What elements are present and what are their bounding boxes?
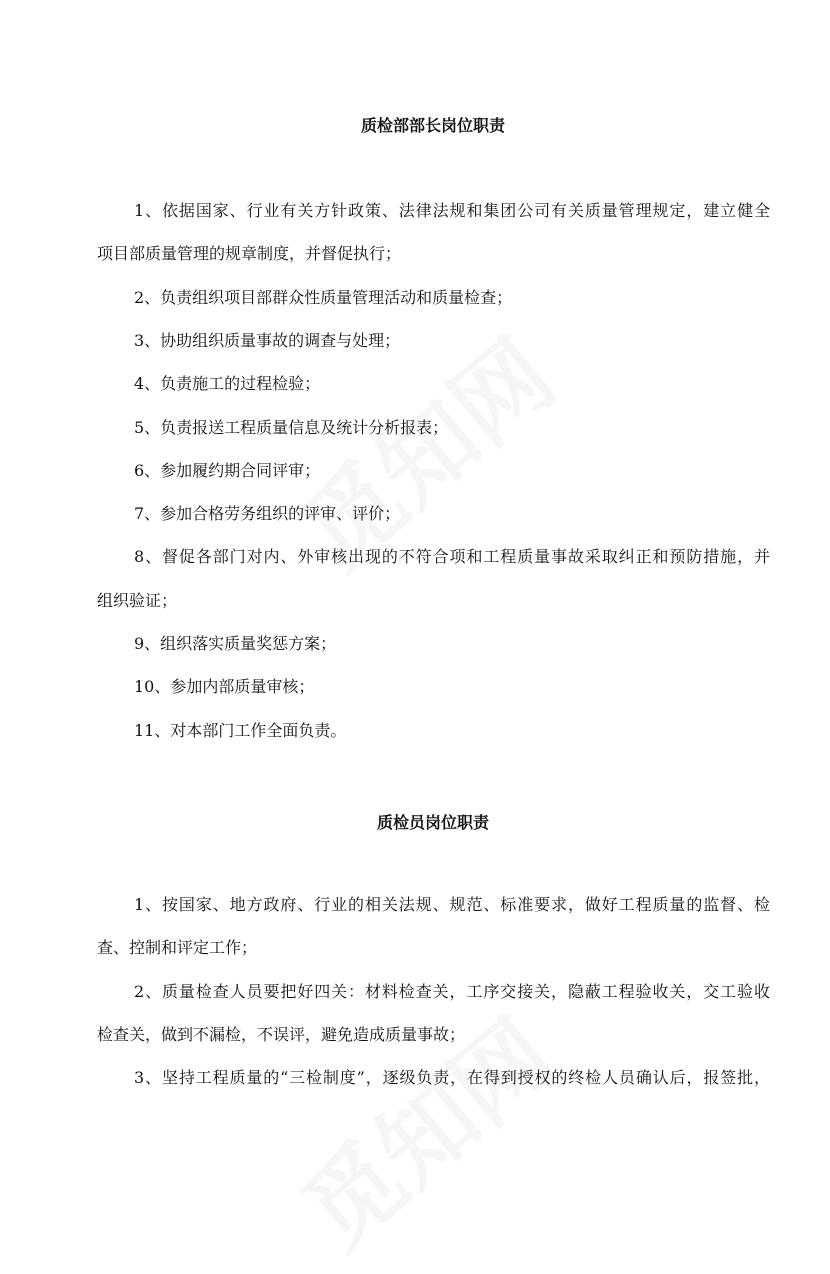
duty-item-line: 3、协助组织质量事故的调查与处理；: [134, 330, 401, 350]
duty-item-line: 4、负责施工的过程检验；: [134, 374, 321, 394]
section-title: 质检部部长岗位职责: [360, 116, 505, 135]
duty-item-line: 5、负责报送工程质量信息及统计分析报表；: [134, 417, 449, 437]
duty-item-line: 10、参加内部质量审核；: [134, 677, 315, 697]
duty-item-line: 11、对本部门工作全面负责。: [134, 720, 347, 740]
duty-item-line: 查、控制和评定工作；: [97, 938, 258, 958]
duty-item-line: 组织验证；: [97, 590, 178, 610]
duty-item-line: 9、组织落实质量奖惩方案；: [134, 634, 337, 653]
duty-item-line: 1、按国家、地方政府、行业的相关法规、规范、标准要求，做好工程质量的监督、检: [134, 895, 770, 914]
duty-item-line: 6、参加履约期合同评审；: [134, 460, 321, 480]
duty-item-line: 项目部质量管理的规章制度，并督促执行；: [97, 244, 402, 264]
duty-item-line: 检查关，做到不漏检，不误评，避免造成质量事故；: [97, 1024, 466, 1044]
duty-item-line: 2、质量检查人员要把好四关：材料检查关，工序交接关，隐蔽工程验收关，交工验收: [134, 981, 770, 1001]
duty-item-line: 2、负责组织项目部群众性质量管理活动和质量检查；: [134, 287, 513, 307]
section-title: 质检员岗位职责: [376, 813, 489, 832]
duty-item-line: 3、坚持工程质量的“三检制度”，逐级负责，在得到授权的终检人员确认后，报签批，: [134, 1068, 770, 1088]
duty-item-line: 7、参加合格劳务组织的评审、评价；: [134, 504, 401, 524]
duty-item-line: 1、依据国家、行业有关方针政策、法律法规和集团公司有关质量管理规定，建立健全: [134, 201, 770, 220]
duty-item-line: 8、督促各部门对内、外审核出现的不符合项和工程质量事故采取纠正和预防措施，并: [134, 547, 770, 567]
